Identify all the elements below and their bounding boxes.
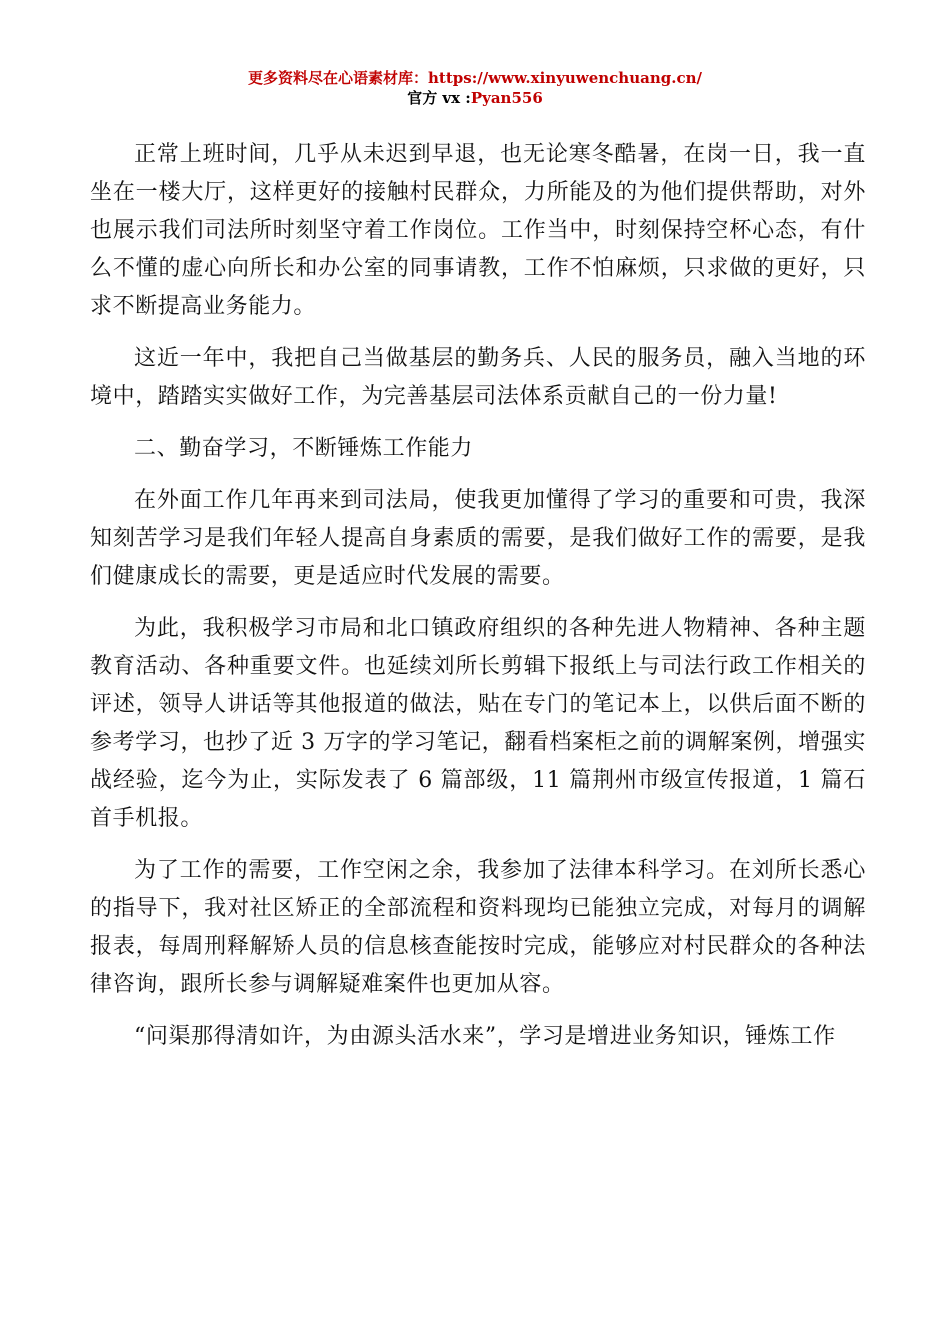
paragraph: 在外面工作几年再来到司法局，使我更加懂得了学习的重要和可贵，我深知刻苦学习是我们年轻人提高自身素质的需要，是我们做好工作的需要，是我们健康成长的需要，更是适应时代发展的需要。 [90, 488, 866, 589]
paragraph: 这近一年中，我把自己当做基层的勤务兵、人民的服务员，融入当地的环境中，踏踏实实做好工作，为完善基层司法体系贡献自己的一份力量! [90, 346, 866, 409]
section-heading: 二、勤奋学习，不断锤炼工作能力 [134, 436, 474, 461]
document-body [90, 136, 866, 1070]
paragraph: 正常上班时间，几乎从未迟到早退，也无论寒冬酷暑，在岗一日，我一直坐在一楼大厅，这样更好的接触村民群众，力所能及的为他们提供帮助，对外也展示我们司法所时刻坚守着工作岗位。工作当中，时刻保持空杯心态，有什么不懂的虚心向所长和办公室的同事请教，工作不怕麻烦，只求做的更好，只求不断提高业务能力。 [90, 142, 866, 319]
official-contact-line [0, 88, 950, 108]
contact-prefix: 官方 vx : [407, 89, 471, 107]
resource-site-line: 更多资料尽在心语素材库：https://www.xinyuwenchuang.cn/ [248, 69, 702, 87]
paragraph: 为此，我积极学习市局和北口镇政府组织的各种先进人物精神、各种主题教育活动、各种重要文件。也延续刘所长剪辑下报纸上与司法行政工作相关的评述，领导人讲话等其他报道的做法，贴在专门的笔记本上，以供后面不断的参考学习，也抄了近 3 万字的学习笔记，翻看档案柜之前的调解案例，增强实战经验，迄今为止，实际发表了 6 篇部级，11 篇荆州市级宣传报道，1 篇石首手机报。 [90, 616, 866, 831]
page-header [0, 68, 950, 108]
contact-id: Pyan556 [470, 89, 543, 107]
paragraph: “问渠那得清如许，为由源头活水来”，学习是增进业务知识，锤炼工作 [134, 1024, 836, 1049]
paragraph: 为了工作的需要，工作空闲之余，我参加了法律本科学习。在刘所长悉心的指导下，我对社区矫正的全部流程和资料现均已能独立完成，对每月的调解报表，每周刑释解矫人员的信息核查能按时完成，能够应对村民群众的各种法律咨询，跟所长参与调解疑难案件也更加从容。 [90, 858, 866, 997]
